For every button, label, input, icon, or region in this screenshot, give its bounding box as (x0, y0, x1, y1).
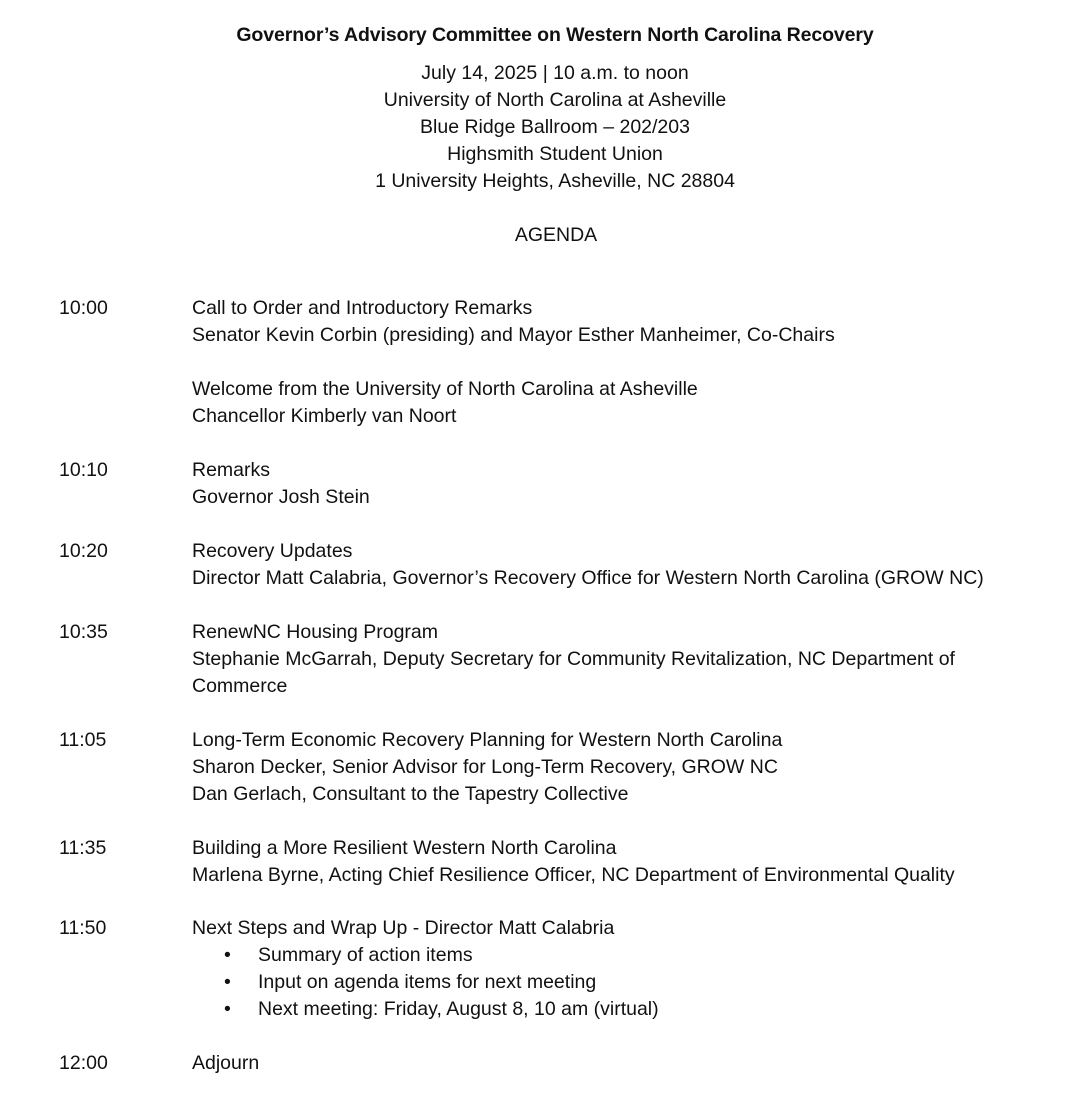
agenda-item-content (192, 835, 1022, 889)
agenda-item-time: 10:35 (59, 621, 108, 643)
meeting-address: 1 University Heights, Asheville, NC 28804 (375, 170, 735, 192)
agenda-item-time: 10:10 (59, 459, 108, 481)
meeting-building: Highsmith Student Union (447, 143, 663, 165)
agenda-item-presenter: Governor Josh Stein (192, 486, 370, 508)
agenda-item-time: 10:20 (59, 540, 108, 562)
agenda-item-time: 11:35 (59, 837, 107, 859)
bullet-item (192, 942, 1022, 969)
agenda-item-presenter: Director Matt Calabria, Governor’s Recovery Office for Western North Carolina (GROW NC) (192, 567, 984, 589)
agenda-item-title: Next Steps and Wrap Up - Director Matt Calabria (192, 917, 615, 939)
agenda-item-subtitle: Welcome from the University of North Carolina at Asheville (192, 378, 698, 400)
bullet-icon: • (224, 971, 231, 993)
agenda-item-content (192, 295, 1022, 430)
agenda-heading: AGENDA (514, 224, 598, 246)
agenda-item-presenter: Marlena Byrne, Acting Chief Resilience Officer, NC Department of Environmental Quality (192, 864, 955, 886)
agenda-item-time: 10:00 (59, 297, 108, 319)
agenda-item-presenter: Chancellor Kimberly van Noort (192, 405, 457, 427)
agenda-item-title: RenewNC Housing Program (192, 621, 439, 643)
bullet-text: Input on agenda items for next meeting (258, 971, 597, 993)
agenda-item-presenter: Dan Gerlach, Consultant to the Tapestry Collective (192, 783, 629, 805)
meeting-room: Blue Ridge Ballroom – 202/203 (420, 116, 690, 138)
bullet-text: Next meeting: Friday, August 8, 10 am (virtual) (258, 998, 659, 1020)
agenda-item-title: Call to Order and Introductory Remarks (192, 297, 533, 319)
agenda-item-presenter-cont: Commerce (192, 675, 288, 697)
agenda-item-presenter: Senator Kevin Corbin (presiding) and Mayor Esther Manheimer, Co-Chairs (192, 324, 835, 346)
document-header (0, 22, 1080, 195)
agenda-item-title: Long-Term Economic Recovery Planning for Western North Carolina (192, 729, 783, 751)
agenda-item-presenter: Stephanie McGarrah, Deputy Secretary for Community Revitalization, NC Department of (192, 648, 955, 670)
agenda-item-time: 11:50 (59, 917, 107, 939)
agenda-item-time: 12:00 (59, 1052, 108, 1074)
document-title: Governor’s Advisory Committee on Western North Carolina Recovery (236, 24, 874, 46)
meeting-date-time: July 14, 2025 | 10 a.m. to noon (421, 62, 689, 84)
agenda-item-content (192, 538, 1022, 592)
bullet-text: Summary of action items (258, 944, 473, 966)
agenda-item-content (192, 457, 1022, 511)
agenda-item-content (192, 727, 1022, 808)
agenda-item-content (192, 915, 1022, 1023)
agenda-item-title: Building a More Resilient Western North Carolina (192, 837, 617, 859)
agenda-item-spacer (192, 349, 1022, 376)
bullet-list (192, 942, 1022, 1023)
agenda-item-title: Remarks (192, 459, 271, 481)
agenda-item-content (192, 1050, 1022, 1077)
bullet-item (192, 969, 1022, 996)
bullet-item (192, 996, 1022, 1023)
bullet-icon: • (224, 944, 231, 966)
agenda-item-title: Adjourn (192, 1052, 260, 1074)
bullet-icon: • (224, 998, 231, 1020)
agenda-item-presenter: Sharon Decker, Senior Advisor for Long-Term Recovery, GROW NC (192, 756, 778, 778)
agenda-item-content (192, 619, 1022, 700)
agenda-item-title: Recovery Updates (192, 540, 353, 562)
agenda-item-time: 11:05 (59, 729, 107, 751)
meeting-venue: University of North Carolina at Asheville (383, 89, 727, 111)
